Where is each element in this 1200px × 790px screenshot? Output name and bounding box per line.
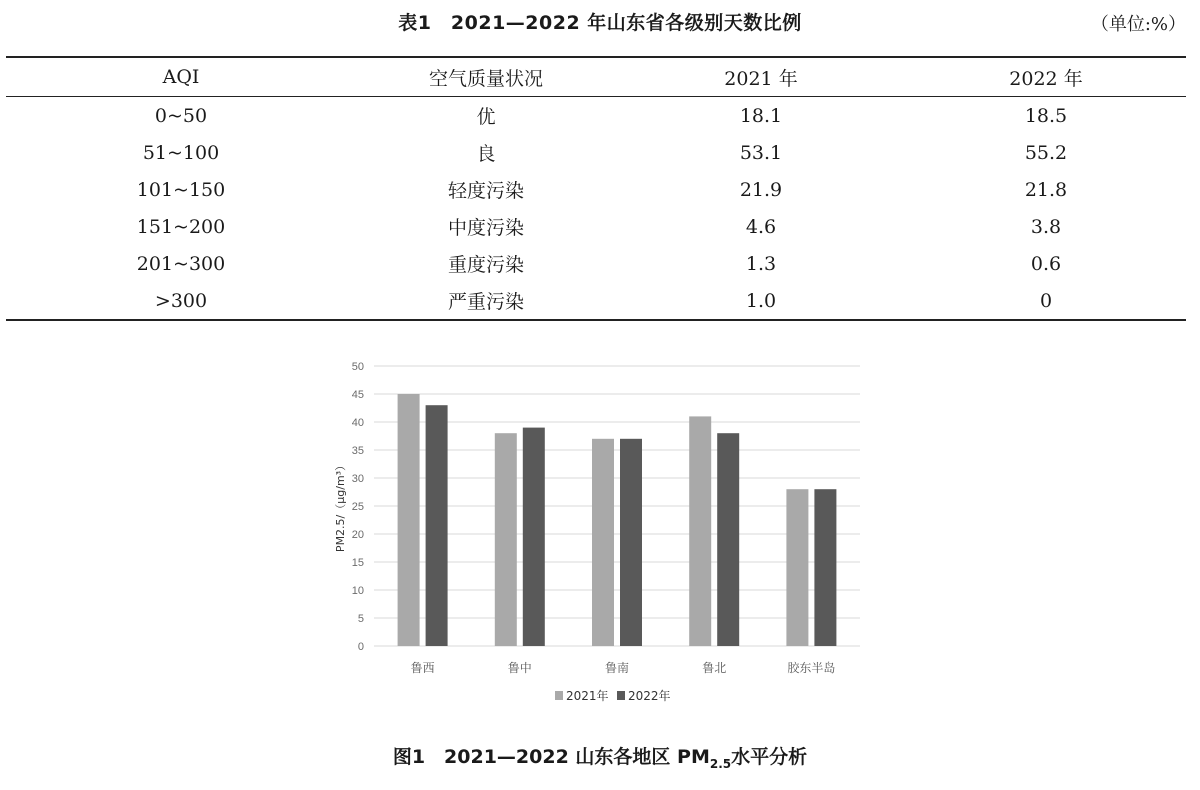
cell-quality: 良 [476,143,496,165]
cell-2022: 0 [1039,289,1053,312]
bar-2022 [717,433,739,646]
header-aqi: AQI [6,57,356,97]
bar-2022 [523,428,545,646]
cell-2022: 18.5 [1024,104,1068,127]
cell-2022: 3.8 [1030,215,1062,238]
cell-quality: 严重污染 [447,291,524,313]
bar-2021 [689,416,711,646]
cell-aqi: 151~200 [136,215,226,238]
y-tick-label: 15 [351,557,364,569]
header-2022: 2022 年 [906,57,1186,97]
cell-2022: 55.2 [1024,141,1068,164]
caption-suffix: 水平分析 [731,746,808,768]
y-tick-label: 40 [351,417,364,429]
y-axis-label: PM2.5/（μg/m³） [334,459,347,553]
legend-swatch [555,691,563,700]
cell-aqi: 101~150 [136,178,226,201]
y-tick-label: 5 [357,613,364,625]
pm25-bar-chart [330,352,870,722]
header-2021: 2021 年 [616,57,906,97]
aqi-days-table [6,56,1186,321]
legend-swatch [617,691,625,700]
cell-quality: 轻度污染 [447,180,524,202]
table-header-row [6,57,1186,97]
y-tick-label: 25 [351,501,364,513]
table-row [6,97,1186,135]
table-row [6,171,1186,208]
cell-aqi: 51~100 [142,141,220,164]
y-tick-label: 20 [351,529,364,541]
y-tick-label: 0 [357,641,364,653]
cell-2022: 21.8 [1024,178,1068,201]
y-tick-label: 30 [351,473,364,485]
cell-aqi: >300 [154,289,208,312]
x-tick-label: 鲁南 [604,661,630,675]
legend-label: 2021年 [566,689,609,703]
cell-quality: 优 [476,106,496,128]
bar-2021 [786,489,808,646]
table-row [6,282,1186,320]
bar-2021 [592,439,614,646]
cell-2021: 21.9 [739,178,783,201]
table-unit: （单位:%） [1090,14,1186,35]
cell-2021: 1.0 [745,289,777,312]
x-tick-label: 鲁北 [702,661,727,675]
cell-aqi: 0~50 [154,104,208,127]
table-row [6,208,1186,245]
cell-2021: 53.1 [739,141,783,164]
table-row [6,134,1186,171]
y-tick-label: 10 [351,585,364,597]
cell-aqi: 201~300 [136,252,226,275]
caption-prefix: 图1 2021—2022 山东各地区 PM [392,746,710,768]
legend-label: 2022年 [628,689,671,703]
table-row [6,245,1186,282]
x-tick-label: 胶东半岛 [787,661,836,675]
x-tick-label: 鲁中 [507,661,532,675]
y-tick-label: 50 [351,361,364,373]
bar-2022 [814,489,836,646]
cell-2021: 4.6 [745,215,777,238]
figure-caption [0,742,1200,771]
table-title: 表1 2021—2022 年山东省各级别天数比例 [398,12,802,34]
cell-2022: 0.6 [1030,252,1062,275]
y-tick-label: 35 [351,445,364,457]
caption-subscript: 2.5 [709,756,732,771]
bar-2021 [398,394,420,646]
bar-2022 [426,405,448,646]
cell-2021: 18.1 [739,104,783,127]
bar-2022 [620,439,642,646]
cell-quality: 中度污染 [447,217,524,239]
y-tick-label: 45 [351,389,364,401]
x-tick-label: 鲁西 [410,661,435,675]
bar-2021 [495,433,517,646]
cell-2021: 1.3 [745,252,777,275]
cell-quality: 重度污染 [447,254,524,276]
header-air-quality: 空气质量状况 [356,57,616,97]
